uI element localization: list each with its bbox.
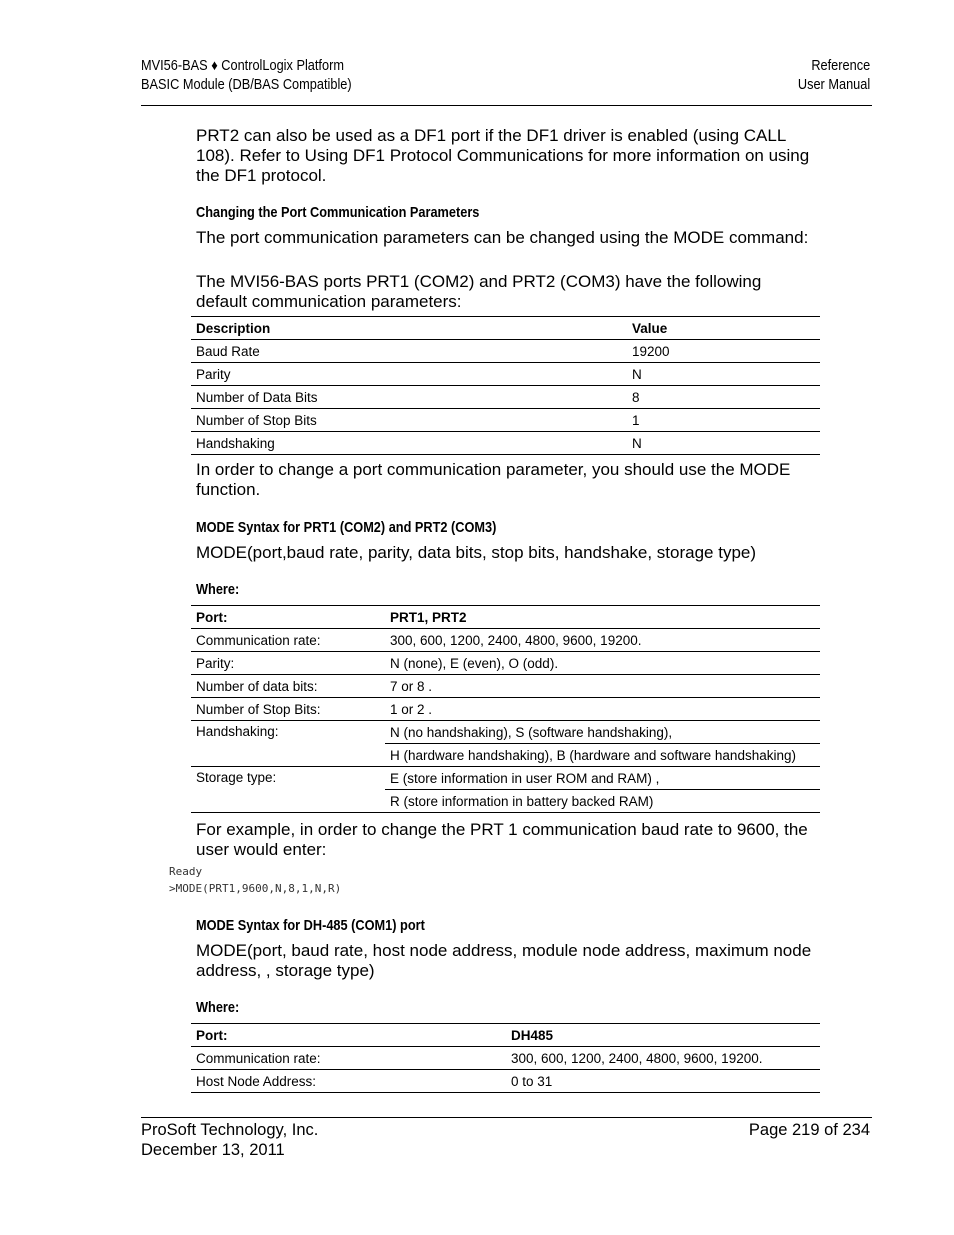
table-cell: 300, 600, 1200, 2400, 4800, 9600, 19200.: [385, 629, 820, 652]
footer-left: [141, 1120, 318, 1160]
table-cell: 7 or 8 .: [385, 675, 820, 698]
mode-dh485-syntax: MODE(port, baud rate, host node address, module node address, maximum node address, , storage type): [196, 941, 812, 980]
default-params-table: [191, 316, 820, 455]
header-section: Reference: [811, 58, 870, 74]
where-label: Where:: [196, 581, 240, 598]
header-right: [798, 57, 870, 95]
intro-paragraph: PRT2 can also be used as a DF1 port if the DF1 driver is enabled (using CALL 108). Refer to Using DF1 Protocol Communications for more information on using the DF1 protocol.: [196, 126, 810, 185]
default-params-paragraph: The MVI56-BAS ports PRT1 (COM2) and PRT2 (COM3) have the following default communication parameters:: [196, 272, 762, 311]
table-cell: Number of Stop Bits:: [191, 698, 385, 721]
example-paragraph: For example, in order to change the PRT 1 communication baud rate to 9600, the user would enter:: [196, 820, 808, 859]
column-header: DH485: [506, 1024, 820, 1047]
table-cell: Handshaking: [191, 432, 627, 455]
table-cell: Number of Data Bits: [191, 386, 627, 409]
table-cell: 1: [627, 409, 820, 432]
table-row: [191, 767, 820, 790]
table-cell: E (store information in user ROM and RAM) ,: [385, 767, 820, 790]
table-cell: Handshaking:: [191, 721, 385, 767]
table-cell: 19200: [627, 340, 820, 363]
table-cell: 8: [627, 386, 820, 409]
table-row: [191, 363, 820, 386]
table-header-row: [191, 1024, 820, 1047]
section-heading-mode-prt: MODE Syntax for PRT1 (COM2) and PRT2 (COM3): [196, 519, 497, 536]
table-row: [191, 432, 820, 455]
table-cell: N: [627, 432, 820, 455]
table-row: [191, 652, 820, 675]
table-row: [191, 721, 820, 744]
table-cell: H (hardware handshaking), B (hardware and software handshaking): [385, 744, 820, 767]
header-module: BASIC Module (DB/BAS Compatible): [141, 77, 352, 93]
header-rule: [141, 105, 872, 106]
column-header: Port:: [191, 1024, 506, 1047]
code-line: Ready: [169, 865, 203, 878]
table-row: [191, 1070, 820, 1093]
table-row: [191, 340, 820, 363]
header-left: [141, 57, 352, 95]
column-header: Port:: [191, 606, 385, 629]
section-heading-port-params: Changing the Port Communication Parameters: [196, 204, 480, 221]
column-header: PRT1, PRT2: [385, 606, 820, 629]
header-doc-type: User Manual: [797, 77, 870, 93]
footer-company: ProSoft Technology, Inc.: [141, 1121, 319, 1139]
table-cell: N (none), E (even), O (odd).: [385, 652, 820, 675]
table-header-row: [191, 317, 820, 340]
code-example: [169, 863, 341, 897]
table-cell: N (no handshaking), S (software handshaking),: [385, 721, 820, 744]
column-header: Value: [627, 317, 820, 340]
table-cell: R (store information in battery backed RAM): [385, 790, 820, 813]
table-row: [191, 698, 820, 721]
section-heading-mode-dh485: MODE Syntax for DH-485 (COM1) port: [196, 917, 425, 934]
where-label: Where:: [196, 999, 240, 1016]
table-header-row: [191, 606, 820, 629]
table-row: [191, 386, 820, 409]
mode-prt-syntax: MODE(port,baud rate, parity, data bits, stop bits, handshake, storage type): [196, 543, 757, 562]
table-row: [191, 409, 820, 432]
mode-prt-params-table: [191, 605, 820, 813]
table-cell: Baud Rate: [191, 340, 627, 363]
table-cell: 300, 600, 1200, 2400, 4800, 9600, 19200.: [506, 1047, 820, 1070]
table-cell: Parity:: [191, 652, 385, 675]
footer-date: December 13, 2011: [141, 1141, 285, 1159]
table-row: [191, 675, 820, 698]
table-row: [191, 1047, 820, 1070]
table-cell: Storage type:: [191, 767, 385, 813]
table-cell: 0 to 31: [506, 1070, 820, 1093]
change-param-paragraph: In order to change a port communication parameter, you should use the MODE function.: [196, 460, 791, 499]
port-params-paragraph: The port communication parameters can be changed using the MODE command:: [196, 228, 809, 247]
table-row: [191, 629, 820, 652]
table-cell: Number of data bits:: [191, 675, 385, 698]
table-cell: Communication rate:: [191, 1047, 506, 1070]
table-cell: Communication rate:: [191, 629, 385, 652]
table-cell: 1 or 2 .: [385, 698, 820, 721]
table-cell: Parity: [191, 363, 627, 386]
footer-rule: [141, 1117, 872, 1118]
mode-dh485-params-table: [191, 1023, 820, 1093]
table-cell: N: [627, 363, 820, 386]
table-cell: Host Node Address:: [191, 1070, 506, 1093]
table-cell: Number of Stop Bits: [191, 409, 627, 432]
header-product: MVI56-BAS ♦ ControlLogix Platform: [141, 58, 344, 74]
column-header: Description: [191, 317, 627, 340]
footer-page-number: Page 219 of 234: [748, 1121, 870, 1139]
code-line: >MODE(PRT1,9600,N,8,1,N,R): [169, 882, 342, 895]
